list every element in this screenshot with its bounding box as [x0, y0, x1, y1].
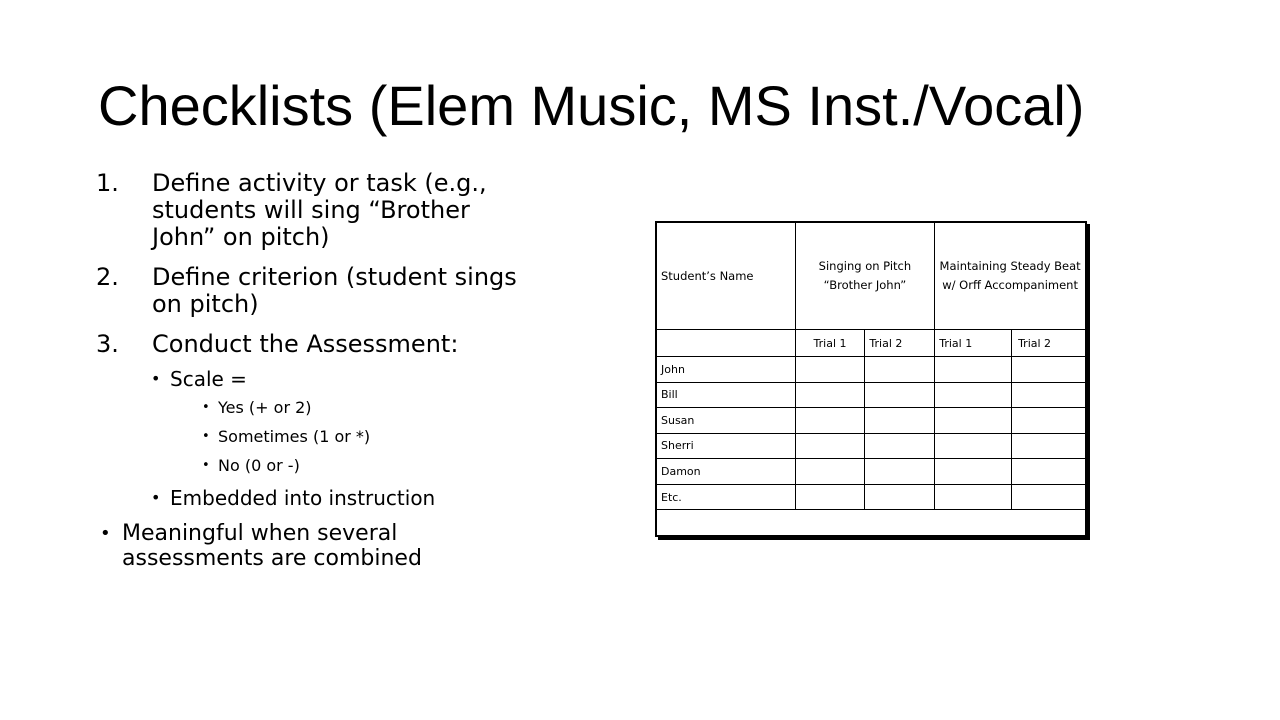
table-cell[interactable]: [1012, 408, 1086, 434]
trial-row: [657, 330, 1086, 357]
student-name: John: [657, 356, 796, 382]
checklist-table: [656, 222, 1086, 536]
scale-option-text: No (0 or -): [218, 456, 300, 475]
table-cell[interactable]: [1012, 433, 1086, 459]
slide-title: Checklists (Elem Music, MS Inst./Vocal): [98, 74, 1085, 137]
student-name: Damon: [657, 459, 796, 485]
table-cell[interactable]: [1012, 356, 1086, 382]
bullet-icon: •: [202, 458, 210, 473]
bullet-icon: •: [202, 429, 210, 444]
table-cell[interactable]: [865, 408, 935, 434]
bullet-icon: •: [151, 488, 161, 507]
table-cell[interactable]: [795, 382, 865, 408]
table-cell: [657, 330, 796, 357]
table-cell[interactable]: [795, 484, 865, 510]
table-cell[interactable]: [795, 408, 865, 434]
trial-label: Trial 2: [1012, 330, 1086, 357]
table-row: [657, 356, 1086, 382]
bullet-icon: •: [202, 400, 210, 415]
trial-label: Trial 1: [935, 330, 1012, 357]
step-item-3: [96, 331, 536, 358]
table-cell[interactable]: [865, 484, 935, 510]
header-beat: Maintaining Steady Beat w/ Orff Accompaniment: [935, 223, 1086, 330]
table-footer-cell: [657, 510, 1086, 536]
step-text: Conduct the Assessment:: [152, 330, 459, 358]
trial-label: Trial 1: [795, 330, 865, 357]
step-number: 3.: [96, 330, 119, 358]
checklist-table-container: [655, 221, 1087, 537]
table-row: [657, 382, 1086, 408]
student-name: Etc.: [657, 484, 796, 510]
header-singing: Singing on Pitch “Brother John”: [795, 223, 935, 330]
table-cell[interactable]: [1012, 484, 1086, 510]
table-cell[interactable]: [865, 382, 935, 408]
table-cell[interactable]: [935, 356, 1012, 382]
table-cell[interactable]: [795, 433, 865, 459]
step-text: Define criterion (student sings on pitch): [152, 263, 517, 318]
table-cell[interactable]: [795, 356, 865, 382]
scale-option: [96, 398, 536, 418]
table-cell[interactable]: [865, 459, 935, 485]
meaningful-text: Meaningful when several assessments are combined: [122, 521, 422, 571]
step-item-2: [96, 264, 536, 318]
student-name: Bill: [657, 382, 796, 408]
bullet-icon: •: [151, 369, 161, 388]
trial-label: Trial 2: [865, 330, 935, 357]
table-cell[interactable]: [935, 459, 1012, 485]
embedded-text: Embedded into instruction: [170, 486, 436, 510]
scale-label: Scale =: [170, 367, 247, 391]
table-row: [657, 433, 1086, 459]
scale-option: [96, 456, 536, 476]
scale-item: [96, 366, 536, 392]
step-number: 1.: [96, 169, 119, 197]
scale-option-text: Sometimes (1 or *): [218, 427, 371, 446]
scale-option-text: Yes (+ or 2): [218, 398, 312, 417]
table-cell[interactable]: [795, 459, 865, 485]
student-name: Sherri: [657, 433, 796, 459]
embedded-item: [96, 485, 536, 511]
table-cell[interactable]: [935, 408, 1012, 434]
table-row: [657, 484, 1086, 510]
student-name: Susan: [657, 408, 796, 434]
step-text: Define activity or task (e.g., students will sing “Brother John” on pitch): [152, 169, 487, 251]
table-row: [657, 408, 1086, 434]
table-cell[interactable]: [1012, 382, 1086, 408]
table-cell[interactable]: [935, 433, 1012, 459]
header-student-name: Student’s Name: [657, 223, 796, 330]
scale-option: [96, 427, 536, 447]
table-cell[interactable]: [935, 382, 1012, 408]
table-cell[interactable]: [1012, 459, 1086, 485]
step-item-1: [96, 170, 536, 251]
table-cell[interactable]: [865, 356, 935, 382]
table-footer-row: [657, 510, 1086, 536]
table-header-row: [657, 223, 1086, 330]
table-cell[interactable]: [935, 484, 1012, 510]
step-number: 2.: [96, 263, 119, 291]
slide-body: [96, 170, 536, 571]
bullet-icon: •: [100, 523, 111, 544]
table-cell[interactable]: [865, 433, 935, 459]
table-row: [657, 459, 1086, 485]
meaningful-item: [96, 521, 536, 571]
